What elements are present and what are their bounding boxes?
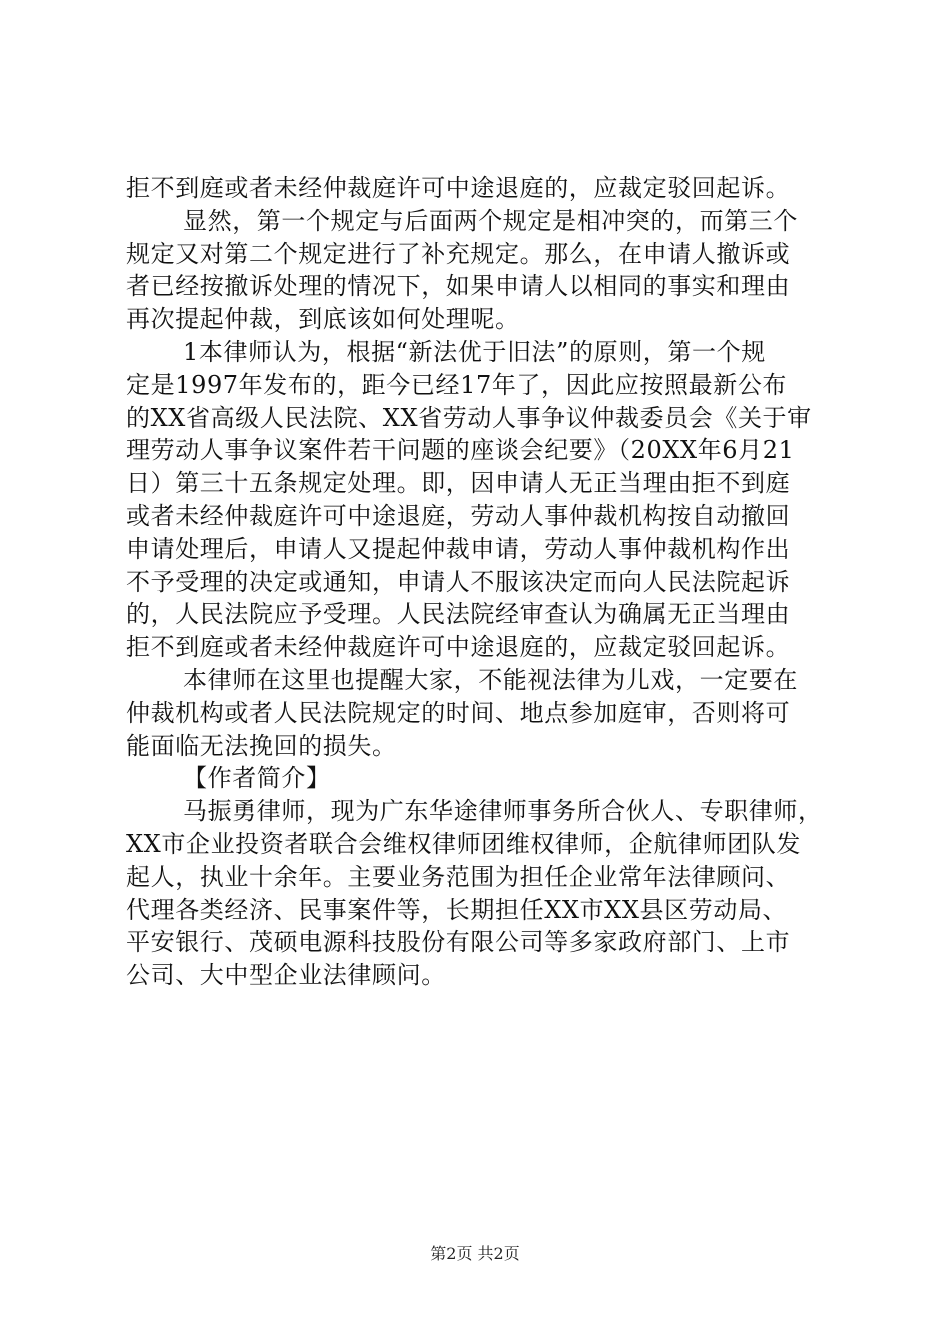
text-line: 理劳动人事争议案件若干问题的座谈会纪要》（20XX年6月21 xyxy=(126,436,795,465)
text-line: 或者未经仲裁庭许可中途退庭，劳动人事仲裁机构按自动撤回 xyxy=(126,501,791,530)
text-line: 马振勇律师，现为广东华途律师事务所合伙人、专职律师， xyxy=(183,797,823,826)
text-line: 者已经按撤诉处理的情况下，如果申请人以相同的事实和理由 xyxy=(126,272,791,301)
text-line: 定是1997年发布的，距今已经17年了，因此应按照最新公布 xyxy=(126,370,788,399)
text-line: 能面临无法挽回的损失。 xyxy=(126,731,397,760)
text-line: 代理各类经济、民事案件等，长期担任XX市XX县区劳动局、 xyxy=(126,895,788,924)
text-line: 再次提起仲裁，到底该如何处理呢。 xyxy=(126,305,520,334)
section-heading: 【作者简介】 xyxy=(183,764,331,793)
text-line: 拒不到庭或者未经仲裁庭许可中途退庭的，应裁定驳回起诉。 xyxy=(126,633,791,662)
text-line: 拒不到庭或者未经仲裁庭许可中途退庭的，应裁定驳回起诉。 xyxy=(126,174,791,202)
text-line: 申请处理后，申请人又提起仲裁申请，劳动人事仲裁机构作出 xyxy=(126,534,791,563)
text-line: 的XX省高级人民法院、XX省劳动人事争议仲裁委员会《关于审 xyxy=(126,403,812,432)
text-line: 规定又对第二个规定进行了补充规定。那么，在申请人撤诉或 xyxy=(126,239,791,268)
text-line: 平安银行、茂硕电源科技股份有限公司等多家政府部门、上市 xyxy=(126,928,791,957)
text-line: 1本律师认为，根据“新法优于旧法”的原则，第一个规 xyxy=(183,337,766,366)
text-line: 的，人民法院应予受理。人民法院经审查认为确属无正当理由 xyxy=(126,600,791,629)
text-line: 本律师在这里也提醒大家，不能视法律为儿戏，一定要在 xyxy=(183,665,798,694)
text-line: XX市企业投资者联合会维权律师团维权律师，企航律师团队发 xyxy=(126,829,801,858)
text-line: 不予受理的决定或通知，申请人不服该决定而向人民法院起诉 xyxy=(126,567,791,596)
text-line: 仲裁机构或者人民法院规定的时间、地点参加庭审，否则将可 xyxy=(126,698,791,727)
text-line: 显然，第一个规定与后面两个规定是相冲突的，而第三个 xyxy=(183,206,798,235)
text-line: 起人，执业十余年。主要业务范围为担任企业常年法律顾问、 xyxy=(126,862,791,891)
text-line: 日）第三十五条规定处理。即，因申请人无正当理由拒不到庭 xyxy=(126,469,791,498)
text-line: 公司、大中型企业法律顾问。 xyxy=(126,961,446,990)
page-number-footer: 第2页 共2页 xyxy=(430,1244,520,1263)
document-body xyxy=(126,172,834,992)
